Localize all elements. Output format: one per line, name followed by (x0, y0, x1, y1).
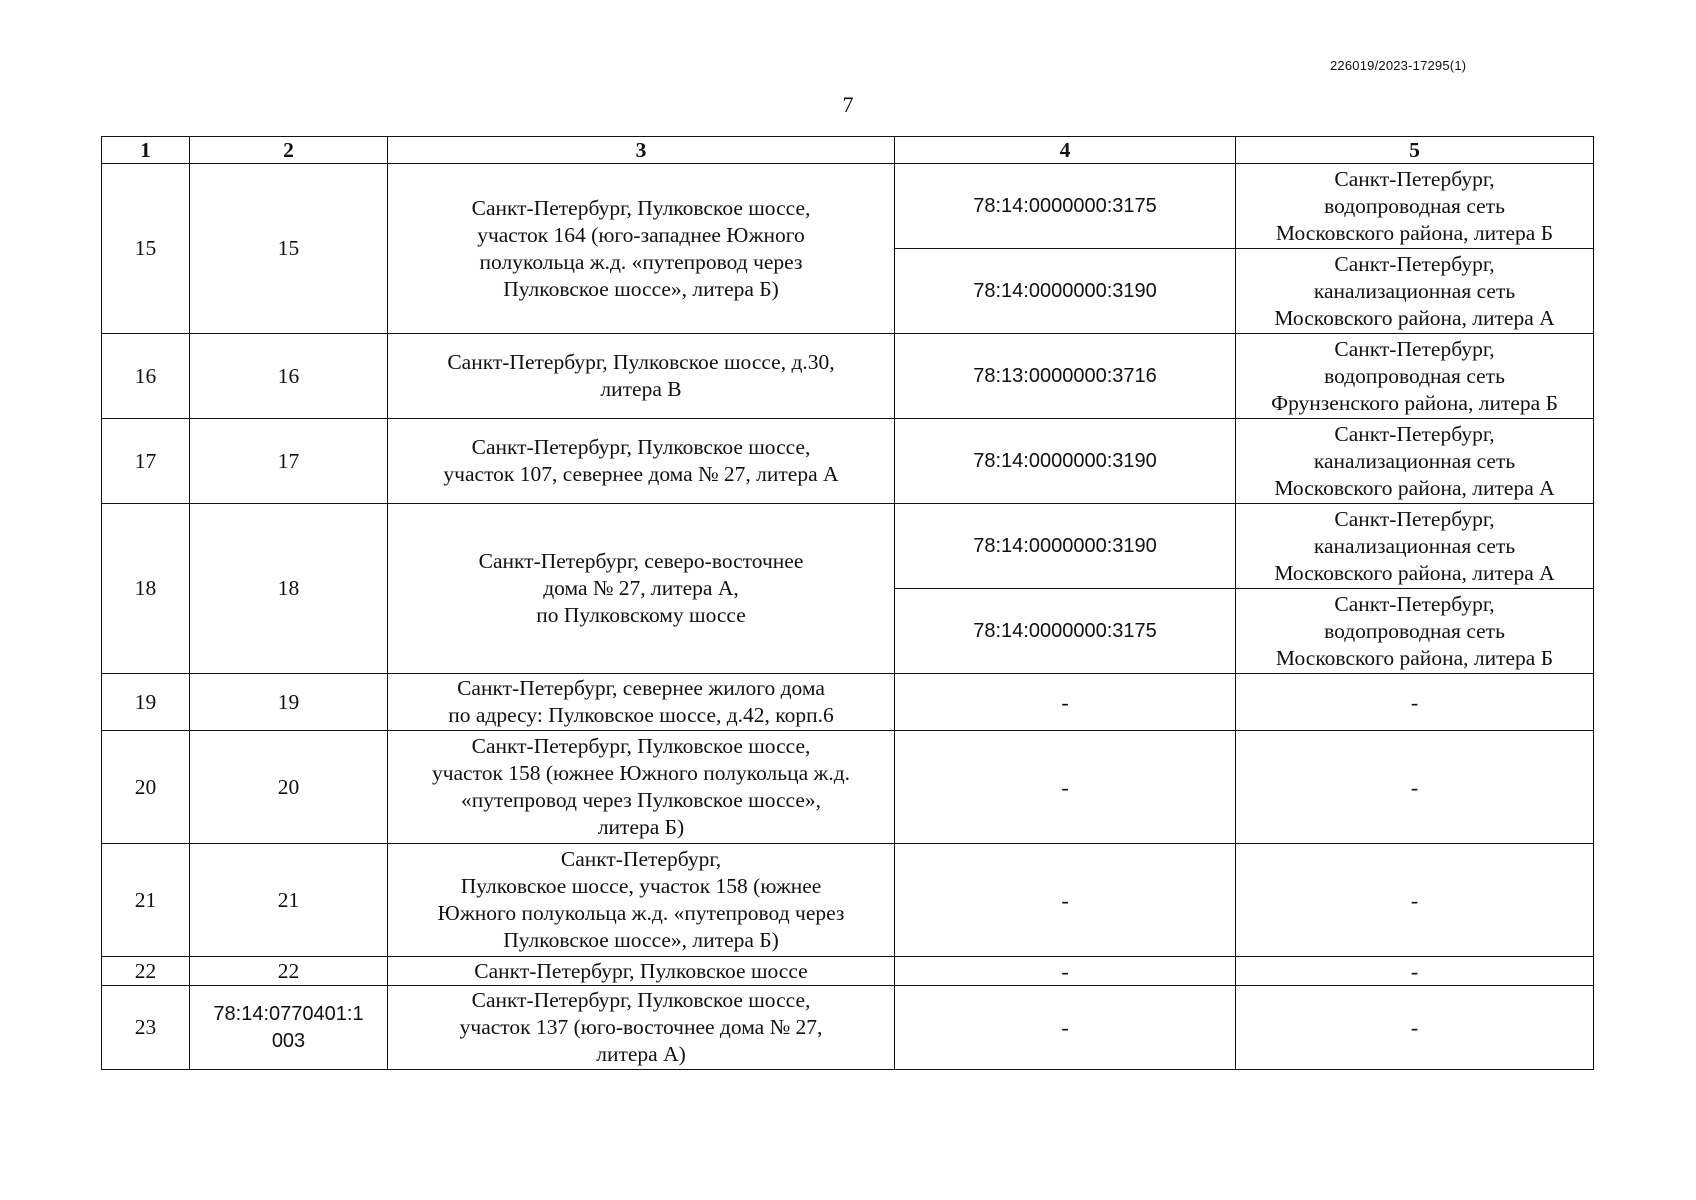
cadastral-number-cell: - (895, 957, 1236, 986)
table-row (102, 986, 1594, 1070)
network-cell: - (1236, 844, 1594, 957)
object-number-cell: 19 (190, 674, 388, 731)
column-header-1: 1 (102, 137, 190, 164)
table-row (102, 504, 1594, 589)
cadastral-number-cell: - (895, 731, 1236, 844)
row-number-cell: 19 (102, 674, 190, 731)
network-cell: Санкт-Петербург, водопроводная сеть Фрунзенского района, литера Б (1236, 334, 1594, 419)
address-cell: Санкт-Петербург, Пулковское шоссе, д.30, литера В (388, 334, 895, 419)
address-cell: Санкт-Петербург, Пулковское шоссе (388, 957, 895, 986)
network-cell: Санкт-Петербург, канализационная сеть Московского района, литера А (1236, 249, 1594, 334)
cadastral-number-cell: 78:14:0000000:3175 (895, 589, 1236, 674)
object-number-cell: 18 (190, 504, 388, 674)
row-number-cell: 23 (102, 986, 190, 1070)
object-number-cell: 17 (190, 419, 388, 504)
document-id: 226019/2023-17295(1) (1330, 58, 1467, 73)
address-cell: Санкт-Петербург, Пулковское шоссе, участок 158 (южнее Южного полукольца ж.д. «путепровод через Пулковское шоссе», литера Б) (388, 844, 895, 957)
network-cell: - (1236, 986, 1594, 1070)
cadastral-number-cell: - (895, 986, 1236, 1070)
cadastral-number-cell: 78:14:0000000:3190 (895, 504, 1236, 589)
network-cell: - (1236, 957, 1594, 986)
object-number-cell: 15 (190, 164, 388, 334)
object-number-cell: 21 (190, 844, 388, 957)
row-number-cell: 15 (102, 164, 190, 334)
row-number-cell: 17 (102, 419, 190, 504)
network-cell: Санкт-Петербург, канализационная сеть Московского района, литера А (1236, 419, 1594, 504)
network-cell: Санкт-Петербург, канализационная сеть Московского района, литера А (1236, 504, 1594, 589)
object-number-cell: 78:14:0770401:1 003 (190, 986, 388, 1070)
row-number-cell: 18 (102, 504, 190, 674)
cadastral-number-cell: 78:13:0000000:3716 (895, 334, 1236, 419)
table-row (102, 674, 1594, 731)
column-header-2: 2 (190, 137, 388, 164)
network-cell: - (1236, 731, 1594, 844)
row-number-cell: 20 (102, 731, 190, 844)
address-cell: Санкт-Петербург, Пулковское шоссе, участок 164 (юго-западнее Южного полукольца ж.д. «путепровод через Пулковское шоссе», литера Б) (388, 164, 895, 334)
address-cell: Санкт-Петербург, севернее жилого дома по адресу: Пулковское шоссе, д.42, корп.6 (388, 674, 895, 731)
address-cell: Санкт-Петербург, северо-восточнее дома № 27, литера А, по Пулковскому шоссе (388, 504, 895, 674)
network-cell: - (1236, 674, 1594, 731)
object-number-cell: 20 (190, 731, 388, 844)
cadastral-number-cell: - (895, 674, 1236, 731)
cadastral-number-cell: 78:14:0000000:3175 (895, 164, 1236, 249)
row-number-cell: 21 (102, 844, 190, 957)
table-row (102, 334, 1594, 419)
object-number-cell: 22 (190, 957, 388, 986)
row-number-cell: 16 (102, 334, 190, 419)
address-cell: Санкт-Петербург, Пулковское шоссе, участок 107, севернее дома № 27, литера А (388, 419, 895, 504)
network-cell: Санкт-Петербург, водопроводная сеть Московского района, литера Б (1236, 164, 1594, 249)
table-row (102, 731, 1594, 844)
column-header-5: 5 (1236, 137, 1594, 164)
table-row (102, 164, 1594, 249)
object-number-cell: 16 (190, 334, 388, 419)
cadastral-number-cell: 78:14:0000000:3190 (895, 249, 1236, 334)
row-number-cell: 22 (102, 957, 190, 986)
column-header-4: 4 (895, 137, 1236, 164)
table-row (102, 419, 1594, 504)
column-header-3: 3 (388, 137, 895, 164)
table-row (102, 957, 1594, 986)
header-row (102, 137, 1594, 164)
register-table (101, 136, 1594, 1070)
table-row (102, 844, 1594, 957)
cadastral-number-cell: - (895, 844, 1236, 957)
page-number: 7 (842, 92, 854, 117)
network-cell: Санкт-Петербург, водопроводная сеть Московского района, литера Б (1236, 589, 1594, 674)
cadastral-number-cell: 78:14:0000000:3190 (895, 419, 1236, 504)
address-cell: Санкт-Петербург, Пулковское шоссе, участок 137 (юго-восточнее дома № 27, литера А) (388, 986, 895, 1070)
address-cell: Санкт-Петербург, Пулковское шоссе, участок 158 (южнее Южного полукольца ж.д. «путепровод через Пулковское шоссе», литера Б) (388, 731, 895, 844)
